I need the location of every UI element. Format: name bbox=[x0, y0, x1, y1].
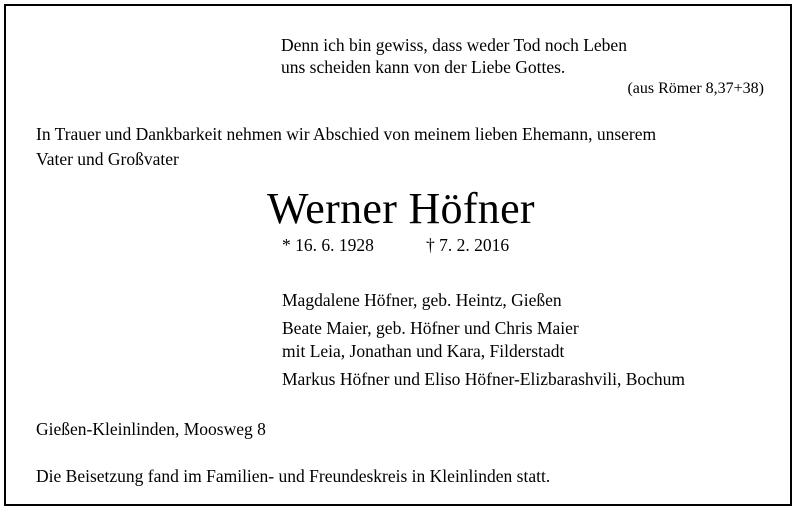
deceased-name: Werner Höfner bbox=[267, 184, 535, 233]
family-member-line: Markus Höfner und Eliso Höfner-Elizbarashvili, Bochum bbox=[282, 369, 686, 389]
family-member-line: Beate Maier, geb. Höfner und Chris Maier bbox=[282, 318, 579, 338]
mourning-address: Gießen-Kleinlinden, Moosweg 8 bbox=[36, 419, 266, 439]
family-member-line: Magdalene Höfner, geb. Heintz, Gießen bbox=[282, 290, 562, 310]
verse-reference: (aus Römer 8,37+38) bbox=[627, 80, 764, 97]
birth-date: * 16. 6. 1928 bbox=[282, 235, 374, 255]
verse-line-1: Denn ich bin gewiss, dass weder Tod noch Leben bbox=[281, 35, 627, 55]
family-member-line: mit Leia, Jonathan und Kara, Filderstadt bbox=[282, 341, 565, 361]
death-date: † 7. 2. 2016 bbox=[426, 235, 510, 255]
obituary-notice bbox=[4, 4, 792, 506]
intro-line-1: In Trauer und Dankbarkeit nehmen wir Abschied von meinem lieben Ehemann, unserem bbox=[36, 124, 657, 144]
verse-line-2: uns scheiden kann von der Liebe Gottes. bbox=[281, 57, 566, 77]
burial-note: Die Beisetzung fand im Familien- und Freundeskreis in Kleinlinden statt. bbox=[36, 466, 551, 486]
bible-verse bbox=[281, 34, 627, 78]
intro-line-2: Vater und Großvater bbox=[36, 149, 179, 169]
